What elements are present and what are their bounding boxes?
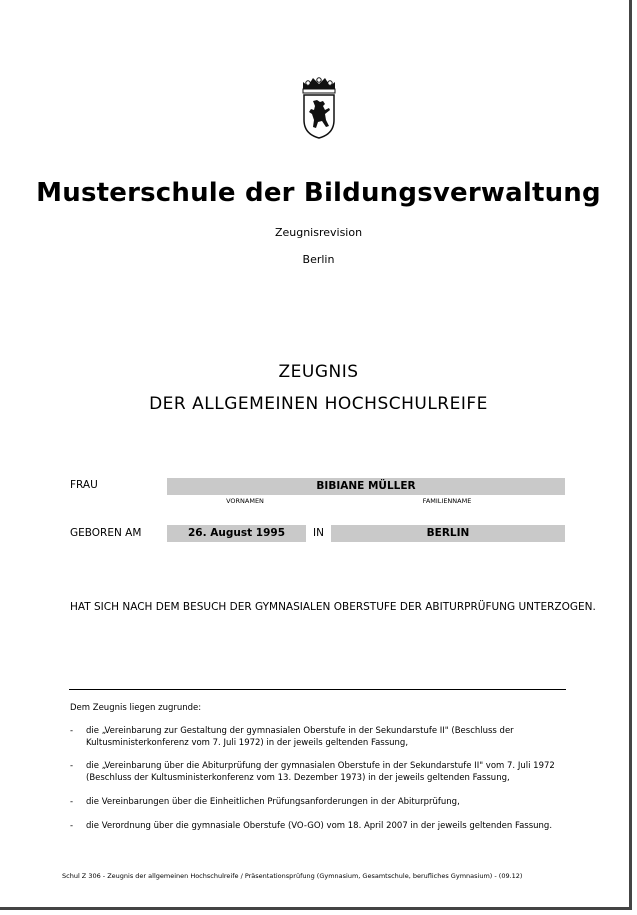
bullet-dash: - [70,821,74,831]
bullet-dash: - [70,797,74,807]
basis-item: - die „Vereinbarung zur Gestaltung der gymnasialen Oberstufe in der Sekundarstufe II" (Beschluss der Kultusministerkonferenz vom 7. Juli 1972) in der jeweils geltenden Fassung, [70,726,514,748]
salutation-label: FRAU [70,479,98,491]
certificate-title: ZEUGNIS [278,362,359,382]
bullet-dash: - [70,726,74,736]
basis-item: - die Verordnung über die gymnasiale Oberstufe (VO-GO) vom 18. April 2007 in der jeweils geltenden Fassung. [70,821,553,831]
birth-place-field: BERLIN [331,525,565,542]
basis-item: - die Vereinbarungen über die Einheitlichen Prüfungsanforderungen in der Abiturprüfung, [70,797,460,807]
basis-item: - die „Vereinbarung über die Abiturprüfung der gymnasialen Oberstufe in der Sekundarstufe II" vom 7. Juli 1972 (Beschluss der Kultusministerkonferenz vom 13. Dezember 1973) in der jeweils geltenden Fassung, [70,761,555,783]
bullet-dash: - [70,761,74,771]
department-label: Zeugnisrevision [274,226,363,239]
last-name-label: FAMILIENNAME [422,497,472,505]
certificate-subtitle: DER ALLGEMEINEN HOCHSCHULREIFE [149,394,488,414]
first-names-label: VORNAMEN [226,497,264,505]
birth-date-field: 26. August 1995 [167,525,306,542]
born-label: GEBOREN AM [70,527,142,539]
divider [69,689,566,690]
basis-heading: Dem Zeugnis liegen zugrunde: [70,703,202,713]
berlin-bear-crest-icon [299,74,339,140]
city-label: Berlin [302,253,335,266]
form-footer: Schul Z 306 - Zeugnis der allgemeinen Hochschulreife / Präsentationsprüfung (Gymnasium, Gesamtschule, berufliches Gymnasium) - (09.12) [62,872,523,880]
school-name: Musterschule der Bildungsverwaltung [36,178,601,208]
in-label: IN [313,527,324,539]
exam-statement: HAT SICH NACH DEM BESUCH DER GYMNASIALEN OBERSTUFE DER ABITURPRÜFUNG UNTERZOGEN. [70,601,596,613]
name-field: BIBIANE MÜLLER [167,478,565,495]
